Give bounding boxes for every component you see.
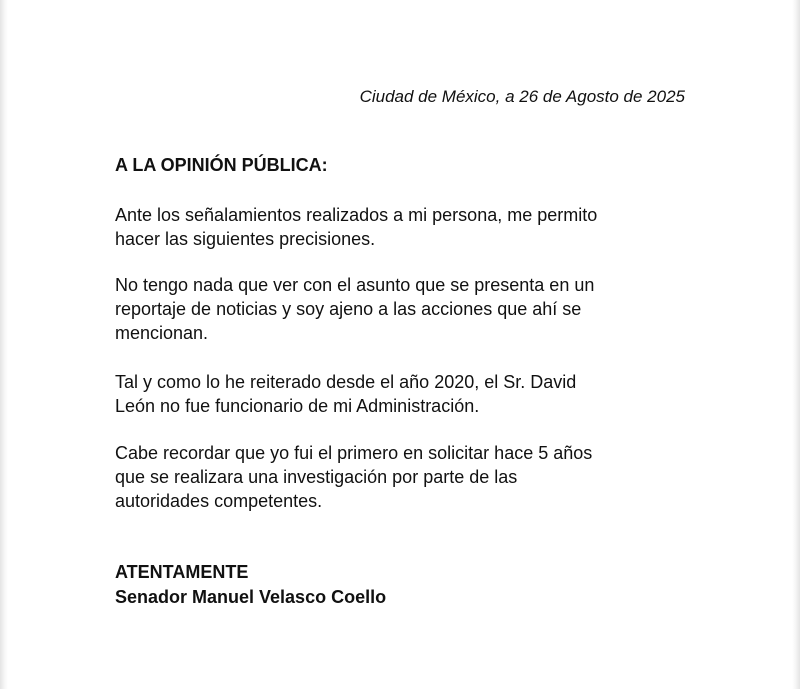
paragraph-line: No tengo nada que ver con el asunto que se presenta en un	[115, 275, 595, 295]
paragraph-line: Ante los señalamientos realizados a mi persona, me permito	[115, 205, 598, 225]
paragraph-line: Tal y como lo he reiterado desde el año 2020, el Sr. David	[115, 372, 577, 392]
closing-salutation: ATENTAMENTE	[115, 562, 249, 582]
paragraph-line: autoridades competentes.	[115, 491, 323, 511]
paragraph-1	[115, 203, 695, 251]
date-line: Ciudad de México, a 26 de Agosto de 2025	[359, 87, 685, 106]
paragraph-line: que se realizara una investigación por parte de las	[115, 467, 518, 487]
paragraph-line: Cabe recordar que yo fui el primero en solicitar hace 5 años	[115, 443, 593, 463]
paragraph-line: León no fue funcionario de mi Administración.	[115, 396, 480, 416]
paragraph-line: hacer las siguientes precisiones.	[115, 229, 376, 249]
paragraph-3	[115, 370, 695, 418]
closing-block	[115, 560, 386, 610]
paragraph-line: mencionan.	[115, 323, 209, 343]
letter-heading: A LA OPINIÓN PÚBLICA:	[115, 155, 328, 175]
paragraph-4	[115, 441, 695, 513]
paragraph-2	[115, 273, 695, 345]
paragraph-line: reportaje de noticias y soy ajeno a las acciones que ahí se	[115, 299, 582, 319]
signature-name: Senador Manuel Velasco Coello	[115, 587, 387, 607]
